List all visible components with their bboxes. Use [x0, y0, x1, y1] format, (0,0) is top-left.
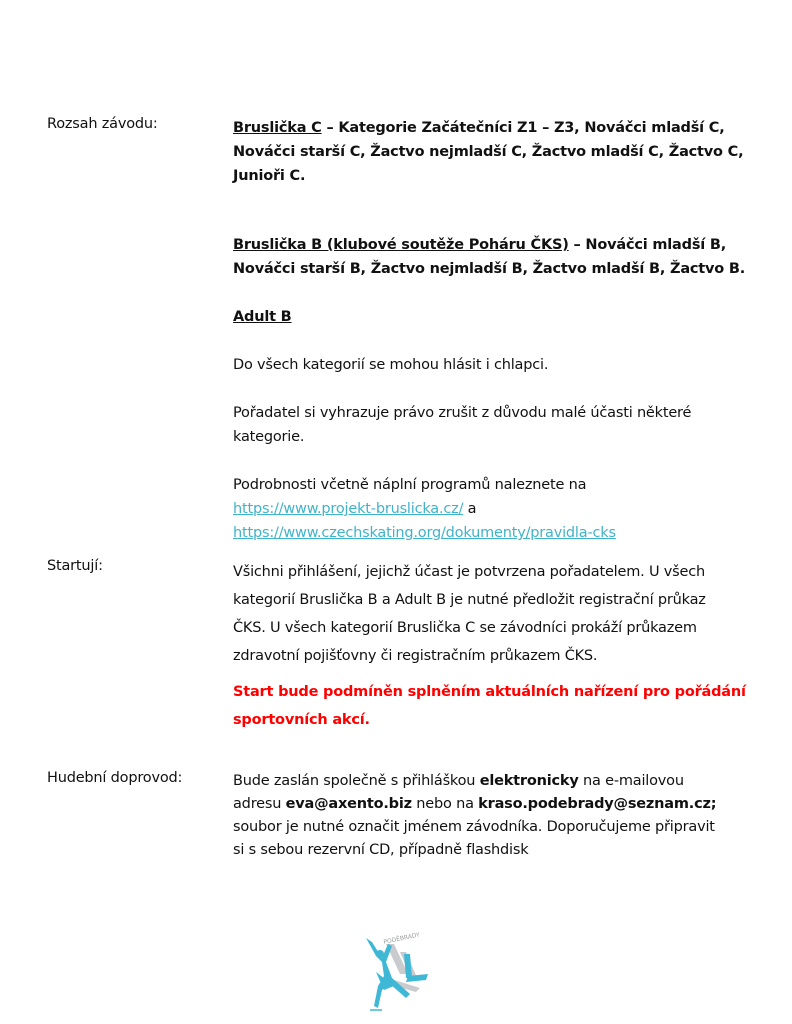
- email-kraso[interactable]: kraso.podebrady@seznam.cz;: [478, 796, 717, 812]
- hudba-line-2a: adresu: [233, 796, 286, 812]
- section-content-rozsah: [233, 116, 753, 188]
- section-label-hudba: Hudební doprovod:: [47, 770, 183, 786]
- link-czechskating-rules[interactable]: https://www.czechskating.org/dokumenty/pravidla-cks: [233, 525, 616, 541]
- hudba-line-1c: na e-mailovou: [578, 773, 684, 789]
- startuji-line-3: ČKS. U všech kategorií Bruslička C se závodníci prokáží průkazem: [233, 620, 697, 636]
- startuji-warning: [233, 678, 753, 734]
- category-b-text-2: Nováčci starší B, Žactvo nejmladší B, Žactvo mladší B, Žactvo B.: [233, 261, 746, 277]
- category-b-text-1: – Nováčci mladší B,: [568, 237, 727, 253]
- adult-title: Adult B: [233, 309, 292, 325]
- logo-text: PODĚBRADY: [382, 932, 421, 946]
- hudba-line-2c: nebo na: [411, 796, 479, 812]
- hudba-electronic: elektronicky: [479, 773, 579, 789]
- category-b-title: Bruslička B (klubové soutěže Poháru ČKS): [233, 237, 569, 253]
- startuji-line-2: kategorií Bruslička B a Adult B je nutné předložit registrační průkaz: [233, 592, 706, 608]
- startuji-line-4: zdravotní pojišťovny či registračním průkazem ČKS.: [233, 648, 598, 664]
- category-c-text-3: Junioři C.: [233, 168, 306, 184]
- skater-logo-icon: [348, 932, 432, 1020]
- section-content-rozsah-b: [233, 233, 753, 545]
- category-c-text-1: – Kategorie Začátečníci Z1 – Z3, Nováčci mladší C,: [321, 120, 725, 136]
- startuji-paragraph: [233, 558, 753, 670]
- startuji-warning-1: Start bude podmíněn splněním aktuálních nařízení pro pořádání: [233, 684, 746, 700]
- category-c-paragraph: [233, 116, 753, 188]
- details-text: Podrobnosti včetně náplní programů naleznete na: [233, 477, 587, 493]
- logo-chevron-cyan-1: [404, 954, 412, 978]
- club-logo: [348, 932, 432, 1020]
- hudba-paragraph: [233, 770, 763, 862]
- hudba-line-4: si s sebou rezervní CD, případně flashdisk: [233, 842, 529, 858]
- startuji-warning-2: sportovních akcí.: [233, 712, 370, 728]
- cancel-note-2: kategorie.: [233, 429, 305, 445]
- section-content-startuji: [233, 558, 753, 734]
- hudba-line-3: soubor je nutné označit jménem závodníka. Doporučujeme připravit: [233, 819, 715, 835]
- hudba-line-1a: Bude zaslán společně s přihláškou: [233, 773, 480, 789]
- details-paragraph: [233, 473, 753, 545]
- section-label-startuji: Startují:: [47, 558, 103, 574]
- link-conjunction: a: [463, 501, 477, 517]
- section-label-rozsah: Rozsah závodu:: [47, 116, 158, 132]
- category-c-title: Bruslička C: [233, 120, 322, 136]
- section-content-hudba: [233, 770, 763, 862]
- adult-paragraph: [233, 305, 753, 329]
- category-c-text-2: Nováčci starší C, Žactvo nejmladší C, Žactvo mladší C, Žactvo C,: [233, 144, 744, 160]
- email-eva[interactable]: eva@axento.biz: [285, 796, 412, 812]
- boys-note: Do všech kategorií se mohou hlásit i chlapci.: [233, 357, 549, 373]
- link-projekt-bruslicka[interactable]: https://www.projekt-bruslicka.cz/: [233, 501, 464, 517]
- cancel-note-1: Pořadatel si vyhrazuje právo zrušit z důvodu malé účasti některé: [233, 405, 692, 421]
- cancel-note: [233, 401, 753, 449]
- category-b-paragraph: [233, 233, 753, 281]
- startuji-line-1: Všichni přihlášení, jejichž účast je potvrzena pořadatelem. U všech: [233, 564, 706, 580]
